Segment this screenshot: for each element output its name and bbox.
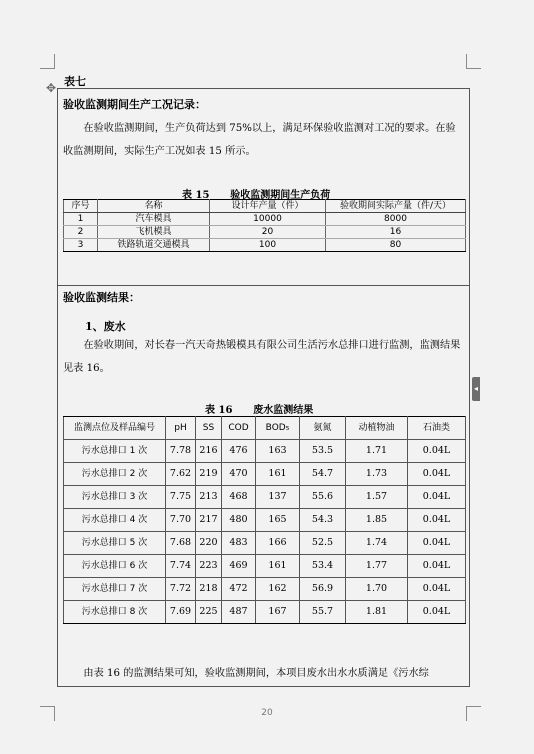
table-cell: 0.04L: [408, 601, 466, 624]
table-row: [64, 486, 466, 509]
table-cell: 162: [256, 578, 300, 601]
table-cell: 166: [256, 532, 300, 555]
table16-header-cell: COD: [222, 417, 256, 440]
table-cell: 216: [196, 440, 222, 463]
table-cell: 100: [210, 239, 326, 252]
table-cell: 52.5: [300, 532, 346, 555]
table-cell: 3: [64, 239, 98, 252]
table-cell: 1.71: [346, 440, 408, 463]
table-cell: 16: [326, 226, 466, 239]
table-row: [64, 555, 466, 578]
table-row: [64, 213, 466, 226]
table-cell: 铁路轨道交通模具: [98, 239, 210, 252]
table-cell: 167: [256, 601, 300, 624]
table-row: [64, 463, 466, 486]
table-cell: 污水总排口 7 次: [64, 578, 166, 601]
table16-header-cell: SS: [196, 417, 222, 440]
table-cell: 8000: [326, 213, 466, 226]
frame-divider: [57, 285, 470, 286]
table-cell: 7.78: [166, 440, 196, 463]
table-cell: 污水总排口 1 次: [64, 440, 166, 463]
table-cell: 污水总排口 3 次: [64, 486, 166, 509]
table-cell: 213: [196, 486, 222, 509]
table-row: [64, 578, 466, 601]
table-cell: 53.5: [300, 440, 346, 463]
crop-mark-top-left: [40, 54, 55, 69]
table-cell: 223: [196, 555, 222, 578]
expand-tab-icon[interactable]: ◂: [472, 377, 480, 401]
table-cell: 225: [196, 601, 222, 624]
table-cell: 80: [326, 239, 466, 252]
table16-caption: 表 16 废水监测结果: [205, 405, 314, 416]
table-cell: 219: [196, 463, 222, 486]
table-cell: 487: [222, 601, 256, 624]
table-cell: 1.73: [346, 463, 408, 486]
table-cell: 0.04L: [408, 532, 466, 555]
table-cell: 220: [196, 532, 222, 555]
table-cell: 1.57: [346, 486, 408, 509]
table15-header-cell: 设计年产量（件）: [210, 200, 326, 213]
table-cell: 476: [222, 440, 256, 463]
section2-paragraph: 在验收期间，对长春一汽天奇热锻模具有限公司生活污水总排口进行监测，监测结果见表 16。: [63, 340, 461, 374]
table-cell: 483: [222, 532, 256, 555]
table-cell: 0.04L: [408, 509, 466, 532]
table-cell: 0.04L: [408, 486, 466, 509]
section2-subheading: 1、废水: [85, 320, 126, 333]
table-cell: 0.04L: [408, 463, 466, 486]
table-cell: 54.3: [300, 509, 346, 532]
table15-header-cell: 验收期间实际产量（件/天）: [326, 200, 466, 213]
table15-header-cell: 名称: [98, 200, 210, 213]
table-cell: 汽车模具: [98, 213, 210, 226]
table16-header-cell: pH: [166, 417, 196, 440]
table-cell: 217: [196, 509, 222, 532]
table-cell: 55.7: [300, 601, 346, 624]
table16-header-cell: 氨氮: [300, 417, 346, 440]
table16-header-cell: 监测点位及样品编号: [64, 417, 166, 440]
table-cell: 污水总排口 2 次: [64, 463, 166, 486]
table-cell: 7.68: [166, 532, 196, 555]
table-cell: 1.77: [346, 555, 408, 578]
table16-header-cell: 动植物油: [346, 417, 408, 440]
move-handle-icon[interactable]: ✥: [46, 81, 57, 95]
table15: [63, 199, 466, 252]
table-label: 表七: [64, 75, 86, 88]
table16-header-cell: 石油类: [408, 417, 466, 440]
table-cell: 0.04L: [408, 555, 466, 578]
table16-header-row: [64, 417, 466, 440]
table-cell: 1.85: [346, 509, 408, 532]
crop-mark-top-right: [466, 54, 481, 69]
table16-header-cell: BOD₅: [256, 417, 300, 440]
table-cell: 55.6: [300, 486, 346, 509]
table-cell: 1.74: [346, 532, 408, 555]
table-cell: 1.81: [346, 601, 408, 624]
conclusion-paragraph: 由表 16 的监测结果可知，验收监测期间，本项目废水出水水质满足《污水综: [83, 668, 429, 679]
table-row: [64, 509, 466, 532]
table-cell: 飞机模具: [98, 226, 210, 239]
table-cell: 1: [64, 213, 98, 226]
table-cell: 7.75: [166, 486, 196, 509]
table-cell: 污水总排口 6 次: [64, 555, 166, 578]
table16: [63, 416, 466, 624]
table-row: [64, 226, 466, 239]
table-cell: 0.04L: [408, 440, 466, 463]
section2-heading: 验收监测结果：: [63, 291, 140, 304]
table-cell: 218: [196, 578, 222, 601]
table-row: [64, 239, 466, 252]
table-cell: 1.70: [346, 578, 408, 601]
table-cell: 污水总排口 5 次: [64, 532, 166, 555]
table-cell: 20: [210, 226, 326, 239]
table-row: [64, 440, 466, 463]
table15-header-row: [64, 200, 466, 213]
table-cell: 2: [64, 226, 98, 239]
table-cell: 165: [256, 509, 300, 532]
table-cell: 53.4: [300, 555, 346, 578]
table-cell: 7.70: [166, 509, 196, 532]
table-cell: 163: [256, 440, 300, 463]
table-row: [64, 532, 466, 555]
table-cell: 480: [222, 509, 256, 532]
table15-caption: 表 15 验收监测期间生产负荷: [182, 190, 331, 201]
table-cell: 污水总排口 8 次: [64, 601, 166, 624]
section1-paragraph: 在验收监测期间，生产负荷达到 75%以上，满足环保验收监测对工况的要求。在验收监测期间，实际生产工况如表 15 所示。: [63, 123, 456, 157]
table-cell: 470: [222, 463, 256, 486]
table-cell: 137: [256, 486, 300, 509]
table-cell: 7.72: [166, 578, 196, 601]
table-cell: 472: [222, 578, 256, 601]
table-cell: 161: [256, 463, 300, 486]
table-cell: 469: [222, 555, 256, 578]
table-row: [64, 601, 466, 624]
table-cell: 7.62: [166, 463, 196, 486]
page-number: 20: [261, 708, 273, 718]
table-cell: 56.9: [300, 578, 346, 601]
table-cell: 161: [256, 555, 300, 578]
table-cell: 10000: [210, 213, 326, 226]
section1-heading: 验收监测期间生产工况记录：: [63, 98, 206, 111]
table-cell: 7.74: [166, 555, 196, 578]
table-cell: 0.04L: [408, 578, 466, 601]
table-cell: 468: [222, 486, 256, 509]
table-cell: 54.7: [300, 463, 346, 486]
table-cell: 7.69: [166, 601, 196, 624]
table-cell: 污水总排口 4 次: [64, 509, 166, 532]
table15-header-cell: 序号: [64, 200, 98, 213]
